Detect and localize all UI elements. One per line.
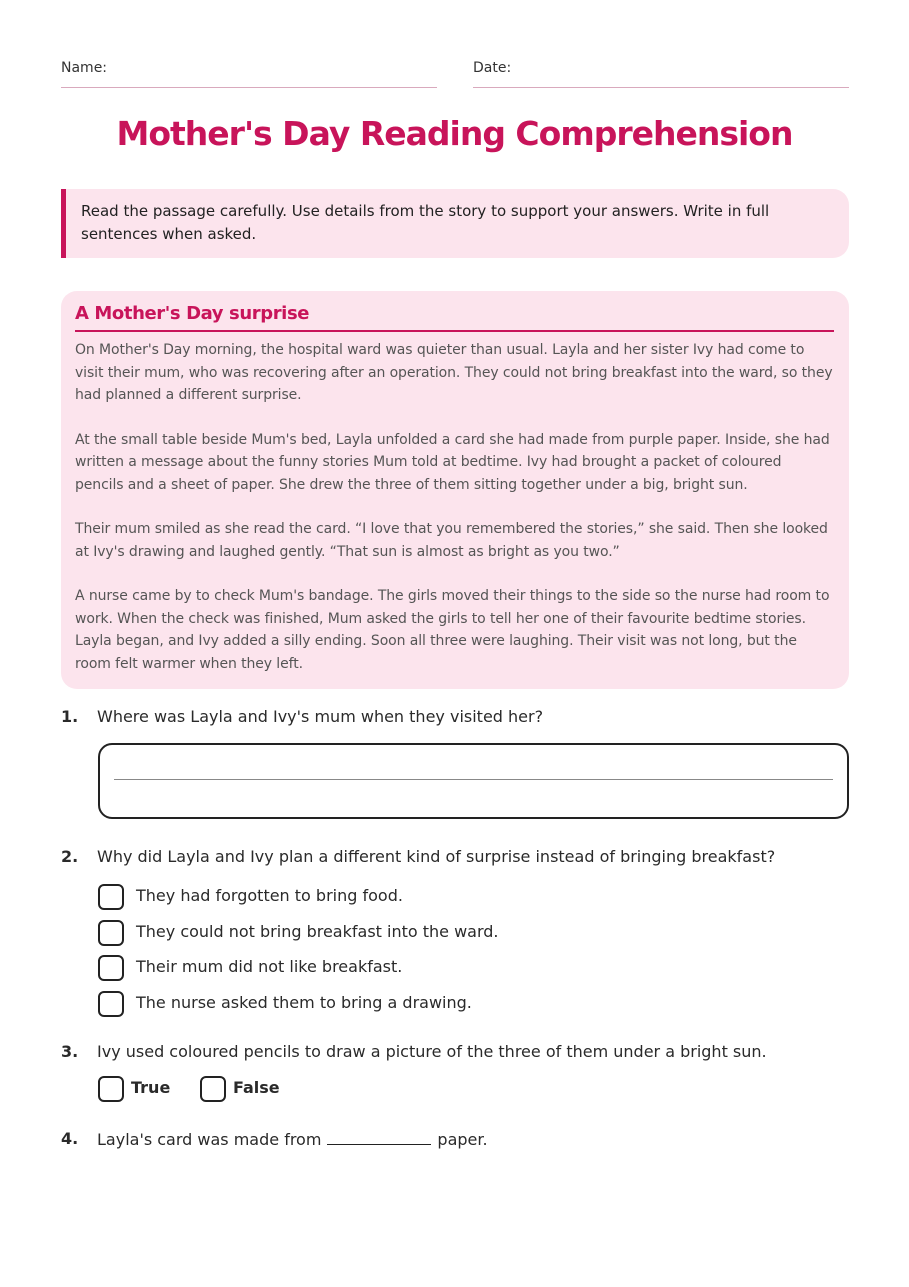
question-text: Ivy used coloured pencils to draw a picture of the three of them under a bright sun. [97, 1042, 767, 1061]
name-label: Name: [61, 60, 108, 76]
question-number: 1. [61, 707, 79, 726]
passage-box [61, 291, 849, 689]
question-number: 3. [61, 1042, 79, 1061]
fill-in-blank[interactable] [327, 1129, 431, 1145]
passage-paragraph: Their mum smiled as she read the card. “I love that you remembered the stories,” she said. Then she looked at Ivy's drawing and laughed gently. “That sun is almost as bright as you two.” [75, 521, 828, 560]
answer-box[interactable] [98, 743, 849, 819]
name-field[interactable] [61, 60, 437, 88]
question-text-after: paper. [437, 1130, 488, 1149]
true-checkbox[interactable] [98, 1076, 124, 1102]
header-fields [61, 60, 849, 88]
instructions-box [61, 189, 849, 258]
question-text [97, 1129, 488, 1149]
option-checkbox[interactable] [98, 991, 124, 1017]
answer-line [114, 779, 833, 780]
option-checkbox[interactable] [98, 920, 124, 946]
question-text-before: Layla's card was made from [97, 1130, 322, 1149]
true-label: True [131, 1078, 171, 1097]
question-text: Why did Layla and Ivy plan a different kind of surprise instead of bringing breakfast? [97, 847, 776, 866]
option-label: Their mum did not like breakfast. [136, 957, 403, 976]
question-text: Where was Layla and Ivy's mum when they visited her? [97, 707, 544, 726]
option-checkbox[interactable] [98, 955, 124, 981]
instructions-text: Read the passage carefully. Use details from the story to support your answers. Write in full sentences when asked. [81, 202, 770, 243]
passage-paragraph: At the small table beside Mum's bed, Layla unfolded a card she had made from purple paper. Inside, she had written a message about the funny stories Mum told at bedtime. Ivy had brought a packet of coloured pencils and a sheet of paper. She drew the three of them sitting together under a big, bright sun. [75, 431, 830, 493]
option-checkbox[interactable] [98, 884, 124, 910]
option-label: The nurse asked them to bring a drawing. [136, 993, 472, 1012]
date-field[interactable] [473, 60, 849, 88]
passage-paragraph: A nurse came by to check Mum's bandage. The girls moved their things to the side so the nurse had room to work. When the check was finished, Mum asked the girls to tell her one of their favourite bedtime stories. Layla began, and Ivy added a silly ending. Soon all three were laughing. Their visit was not long, but the room felt warmer when they left. [75, 588, 830, 672]
date-label: Date: [473, 60, 512, 76]
option-label: They had forgotten to bring food. [136, 886, 403, 905]
page-title: Mother's Day Reading Comprehension [116, 114, 793, 153]
question-number: 2. [61, 847, 79, 866]
false-checkbox[interactable] [200, 1076, 226, 1102]
passage-title: A Mother's Day surprise [75, 303, 834, 332]
passage-paragraph: On Mother's Day morning, the hospital ward was quieter than usual. Layla and her sister Ivy had come to visit their mum, who was recovering after an operation. They could not bring breakfast into the ward, so they had planned a different surprise. [75, 342, 833, 403]
false-label: False [233, 1078, 280, 1097]
option-label: They could not bring breakfast into the ward. [136, 922, 499, 941]
question-number: 4. [61, 1129, 79, 1148]
